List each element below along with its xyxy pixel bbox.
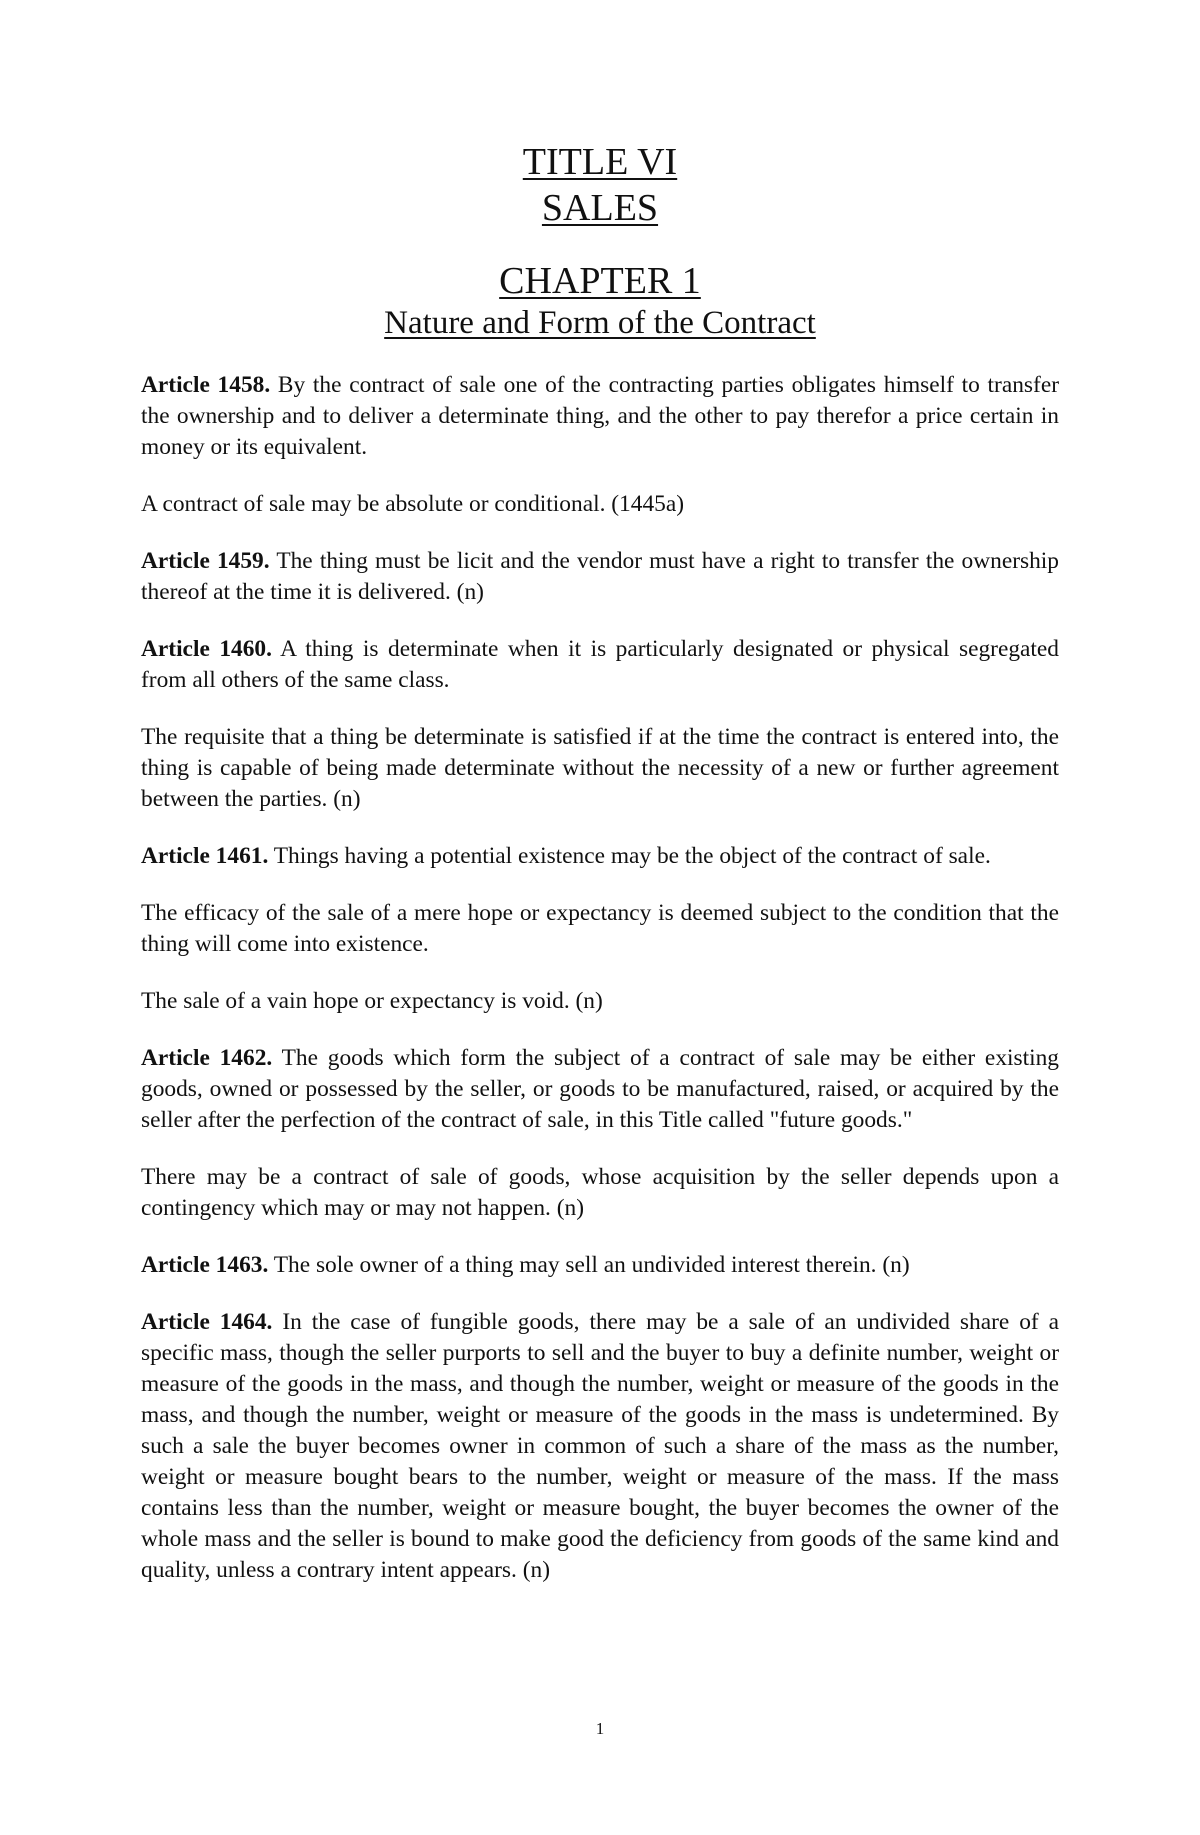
article-1458-paragraph — [141, 370, 1059, 463]
paragraph-text: A contract of sale may be absolute or conditional. (1445a) — [141, 491, 685, 517]
paragraph-text: Things having a potential existence may be the object of the contract of sale. — [268, 843, 991, 869]
article-label: Article 1464. — [141, 1309, 273, 1335]
paragraph-text: The sole owner of a thing may sell an undivided interest therein. (n) — [268, 1252, 910, 1278]
article-1461-paragraph-3 — [141, 986, 1059, 1017]
document-body — [141, 370, 1059, 1612]
paragraph-text: The goods which form the subject of a contract of sale may be either existing goods, owned or possessed by the seller, or goods to be manufactured, raised, or acquired by the seller after the perfection of the contract of sale, in this Title called "future goods." — [141, 1045, 1059, 1133]
article-1463-paragraph — [141, 1250, 1059, 1281]
article-label: Article 1461. — [141, 843, 269, 869]
paragraph-text: By the contract of sale one of the contracting parties obligates himself to transfer the ownership and to deliver a determinate thing, and the other to pay therefor a price certain in money or its equivalent. — [141, 372, 1059, 460]
paragraph-text: The thing must be licit and the vendor must have a right to transfer the ownership thereof at the time it is delivered. (n) — [141, 548, 1059, 605]
article-1462-paragraph — [141, 1043, 1059, 1136]
paragraph-text: The sale of a vain hope or expectancy is void. (n) — [141, 988, 603, 1014]
article-label: Article 1463. — [141, 1252, 269, 1278]
sales-heading: SALES — [541, 187, 659, 229]
article-1461-paragraph-2 — [141, 898, 1059, 960]
chapter-subtitle: Nature and Form of the Contract — [384, 305, 816, 341]
paragraph-text: In the case of fungible goods, there may be a sale of an undivided share of a specific mass, though the seller purports to sell and the buyer to buy a definite number, weight or measure of the goods in the mass, and though the number, weight or measure of the goods in the mass, and though the number, weight or measure of the goods in the mass is undetermined. By such a sale the buyer becomes owner in common of such a share of the mass as the number, weight or measure bought bears to the number, weight or measure of the mass. If the mass contains less than the number, weight or measure bought, the buyer becomes the owner of the whole mass and the seller is bound to make good the deficiency from goods of the same kind and quality, unless a contrary intent appears. (n) — [141, 1309, 1059, 1583]
article-1460-paragraph-2 — [141, 722, 1059, 815]
article-1458-paragraph-2 — [141, 489, 1059, 520]
article-1462-paragraph-2 — [141, 1162, 1059, 1224]
chapter-heading: CHAPTER 1 — [499, 260, 701, 302]
article-1464-paragraph — [141, 1307, 1059, 1586]
page-number: 1 — [595, 1719, 605, 1738]
paragraph-text: The requisite that a thing be determinate is satisfied if at the time the contract is entered into, the thing is capable of being made determinate without the necessity of a new or further agreement between the parties. (n) — [141, 724, 1059, 812]
article-1460-paragraph — [141, 634, 1059, 696]
article-label: Article 1460. — [141, 636, 272, 662]
title-heading: TITLE VI — [522, 141, 678, 183]
article-1461-paragraph — [141, 841, 1059, 872]
paragraph-text: The efficacy of the sale of a mere hope or expectancy is deemed subject to the condition that the thing will come into existence. — [141, 900, 1059, 957]
article-label: Article 1459. — [141, 548, 270, 574]
paragraph-text: There may be a contract of sale of goods, whose acquisition by the seller depends upon a contingency which may or may not happen. (n) — [141, 1164, 1059, 1221]
article-label: Article 1458. — [141, 372, 271, 398]
article-label: Article 1462. — [141, 1045, 273, 1071]
article-1459-paragraph — [141, 546, 1059, 608]
paragraph-text: A thing is determinate when it is particularly designated or physical segregated from all others of the same class. — [141, 636, 1059, 693]
